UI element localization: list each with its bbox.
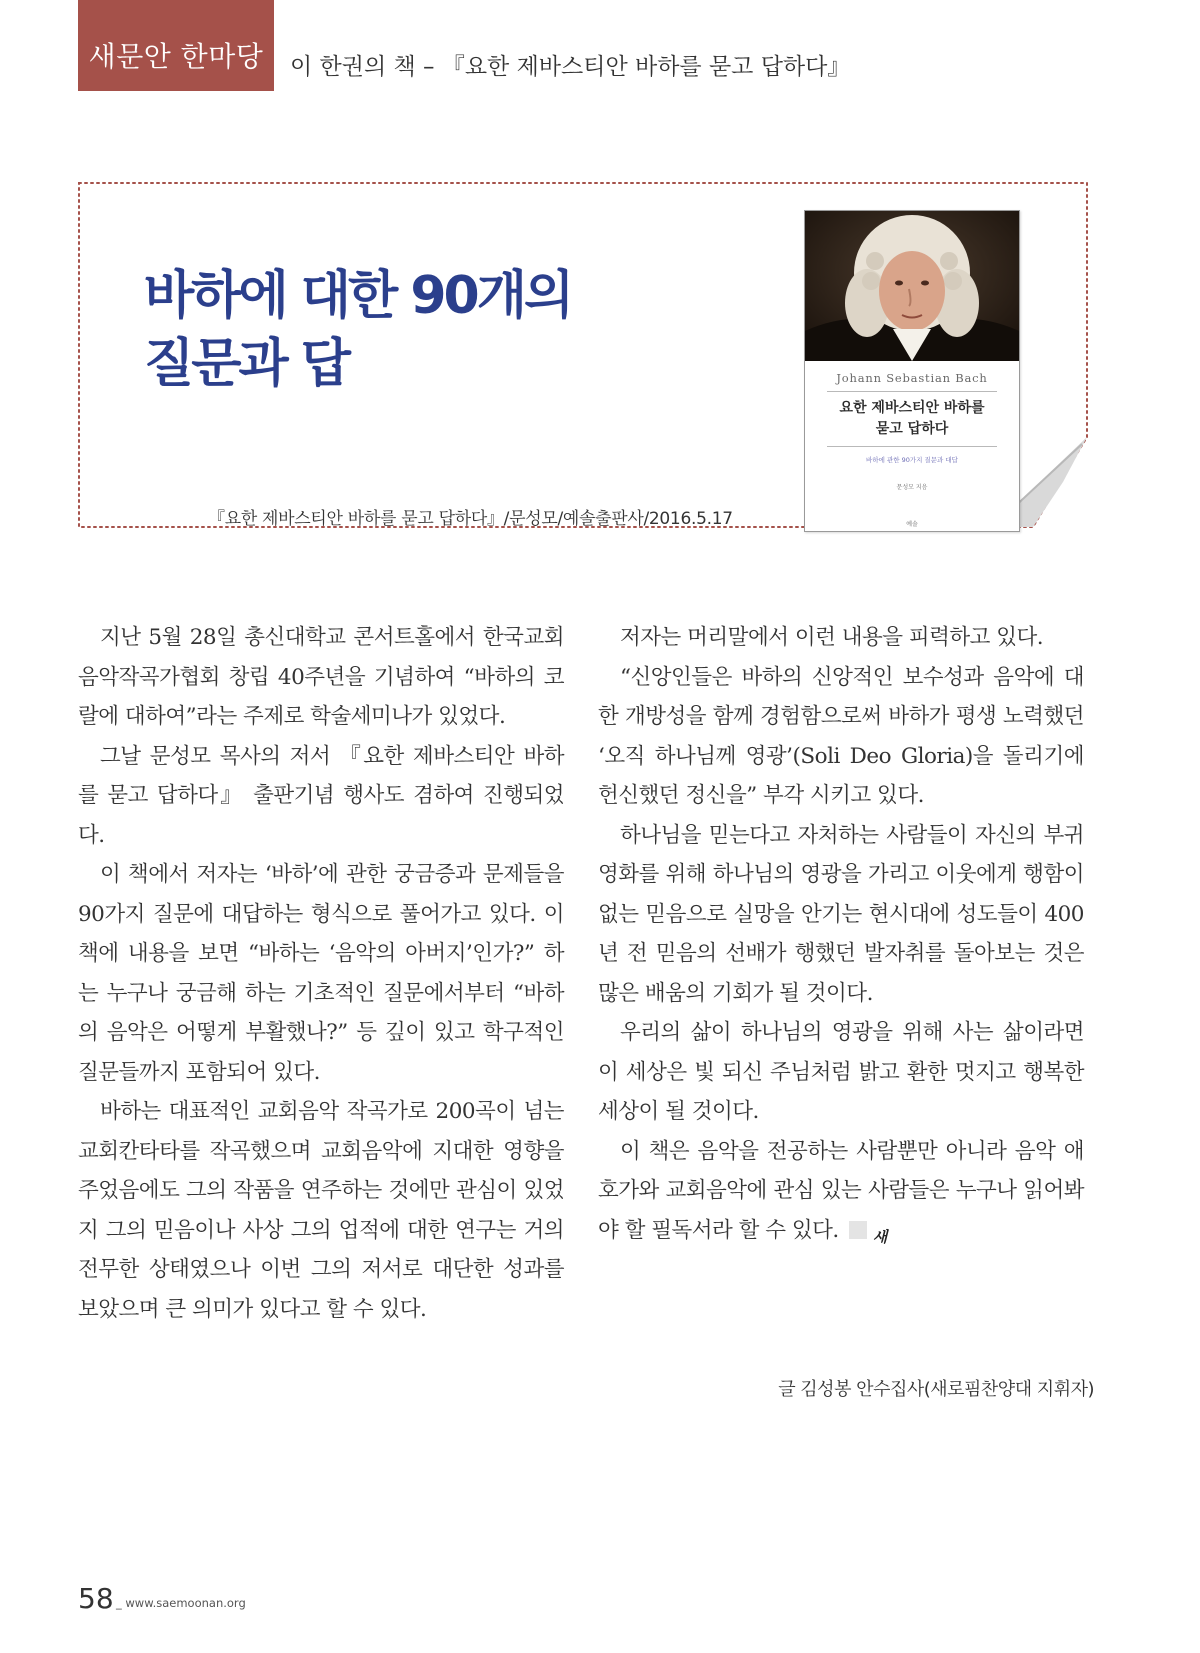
end-mark-glyph: 새	[872, 1227, 887, 1246]
header-title: 이 한권의 책 – 『요한 제바스티안 바하를 묻고 답하다』	[290, 54, 851, 80]
headline-line-1: 바하에 대한 90개의	[144, 266, 572, 326]
article-left-column	[78, 618, 564, 1329]
byline: 글 김성봉 안수집사(새로핌찬양대 지휘자)	[778, 1379, 1094, 1400]
cover-title-line-2: 묻고 답하다	[875, 421, 949, 437]
article-paragraph-last	[598, 1132, 1084, 1251]
article-right-column	[598, 618, 1084, 1250]
bach-portrait-image	[805, 211, 1019, 361]
site-url: _ www.saemoonan.org	[116, 1596, 246, 1610]
cover-rule-2	[827, 446, 997, 447]
book-info: 『요한 제바스티안 바하를 묻고 답하다』/문성모/예솔출판사/2016.5.17	[208, 509, 733, 529]
page-number: 58	[78, 1582, 114, 1615]
book-cover	[804, 210, 1020, 532]
cover-writer: 문성모 지음	[896, 484, 928, 491]
section-tag: 새문안 한마당	[78, 0, 274, 91]
article-paragraph: 바하는 대표적인 교회음악 작곡가로 200곡이 넘는 교회칸타타를 작곡했으며 교회음악에 지대한 영향을 주었음에도 그의 작품을 연주하는 것에만 관심이 있었지 그의 믿음이나 사상 그의 업적에 대한 연구는 거의 전무한 상태였으나 이번 그의 저서로 대단한 성과를 보았으며 큰 의미가 있다고 할 수 있다.	[78, 1099, 564, 1322]
article-paragraph: 그날 문성모 목사의 저서 『요한 제바스티안 바하를 묻고 답하다』 출판기념 행사도 겸하여 진행되었다.	[78, 743, 564, 848]
article-paragraph-text: 이 책은 음악을 전공하는 사람뿐만 아니라 음악 애호가와 교회음악에 관심 있는 사람들은 누구나 읽어봐야 할 필독서라 할 수 있다.	[598, 1138, 1084, 1243]
cover-subtitle: 바하에 관한 90가지 질문과 대답	[866, 456, 958, 464]
article-paragraph: 이 책에서 저자는 ‘바하’에 관한 궁금증과 문제들을 90가지 질문에 대답하는 형식으로 풀어가고 있다. 이 책에 내용을 보면 “바하는 ‘음악의 아버지’인가?” 하는 누구나 궁금해 하는 기초적인 질문에서부터 “바하의 음악은 어떻게 부활했나?” 등 깊이 있고 학구적인 질문들까지 포함되어 있다.	[78, 862, 564, 1085]
end-mark-icon	[849, 1221, 887, 1246]
article-paragraph: 우리의 삶이 하나님의 영광을 위해 사는 삶이라면 이 세상은 빛 되신 주님처럼 밝고 환한 멋지고 행복한 세상이 될 것이다.	[598, 1020, 1084, 1124]
headline	[144, 262, 571, 398]
cover-title-line-1: 요한 제바스티안 바하를	[839, 400, 985, 416]
headline-line-2: 질문과 답	[144, 334, 349, 394]
feature-box	[78, 182, 1088, 556]
cover-author-name: Johann Sebastian Bach	[836, 371, 988, 385]
article-paragraph: 지난 5월 28일 총신대학교 콘서트홀에서 한국교회음악작곡가협회 창립 40주년을 기념하여 “바하의 코랄에 대하여”라는 주제로 학술세미나가 있었다.	[78, 625, 564, 729]
article-paragraph: 저자는 머리말에서 이런 내용을 피력하고 있다.	[620, 625, 1044, 650]
article-paragraph: 하나님을 믿는다고 자처하는 사람들이 자신의 부귀영화를 위해 하나님의 영광을 가리고 이웃에게 행함이 없는 믿음으로 실망을 안기는 현시대에 성도들이 400년 전 믿음의 선배가 행했던 발자취를 돌아보는 것은 많은 배움의 기회가 될 것이다.	[598, 822, 1084, 1006]
article-paragraph: “신앙인들은 바하의 신앙적인 보수성과 음악에 대한 개방성을 함께 경험함으로써 바하가 평생 노력했던 ‘오직 하나님께 영광’(Soli Deo Gloria)을 돌리기에 헌신했던 정신을” 부각 시키고 있다.	[598, 664, 1084, 808]
cover-rule	[827, 391, 997, 392]
cover-title	[805, 398, 1019, 440]
cover-publisher: 예솔	[906, 521, 918, 528]
